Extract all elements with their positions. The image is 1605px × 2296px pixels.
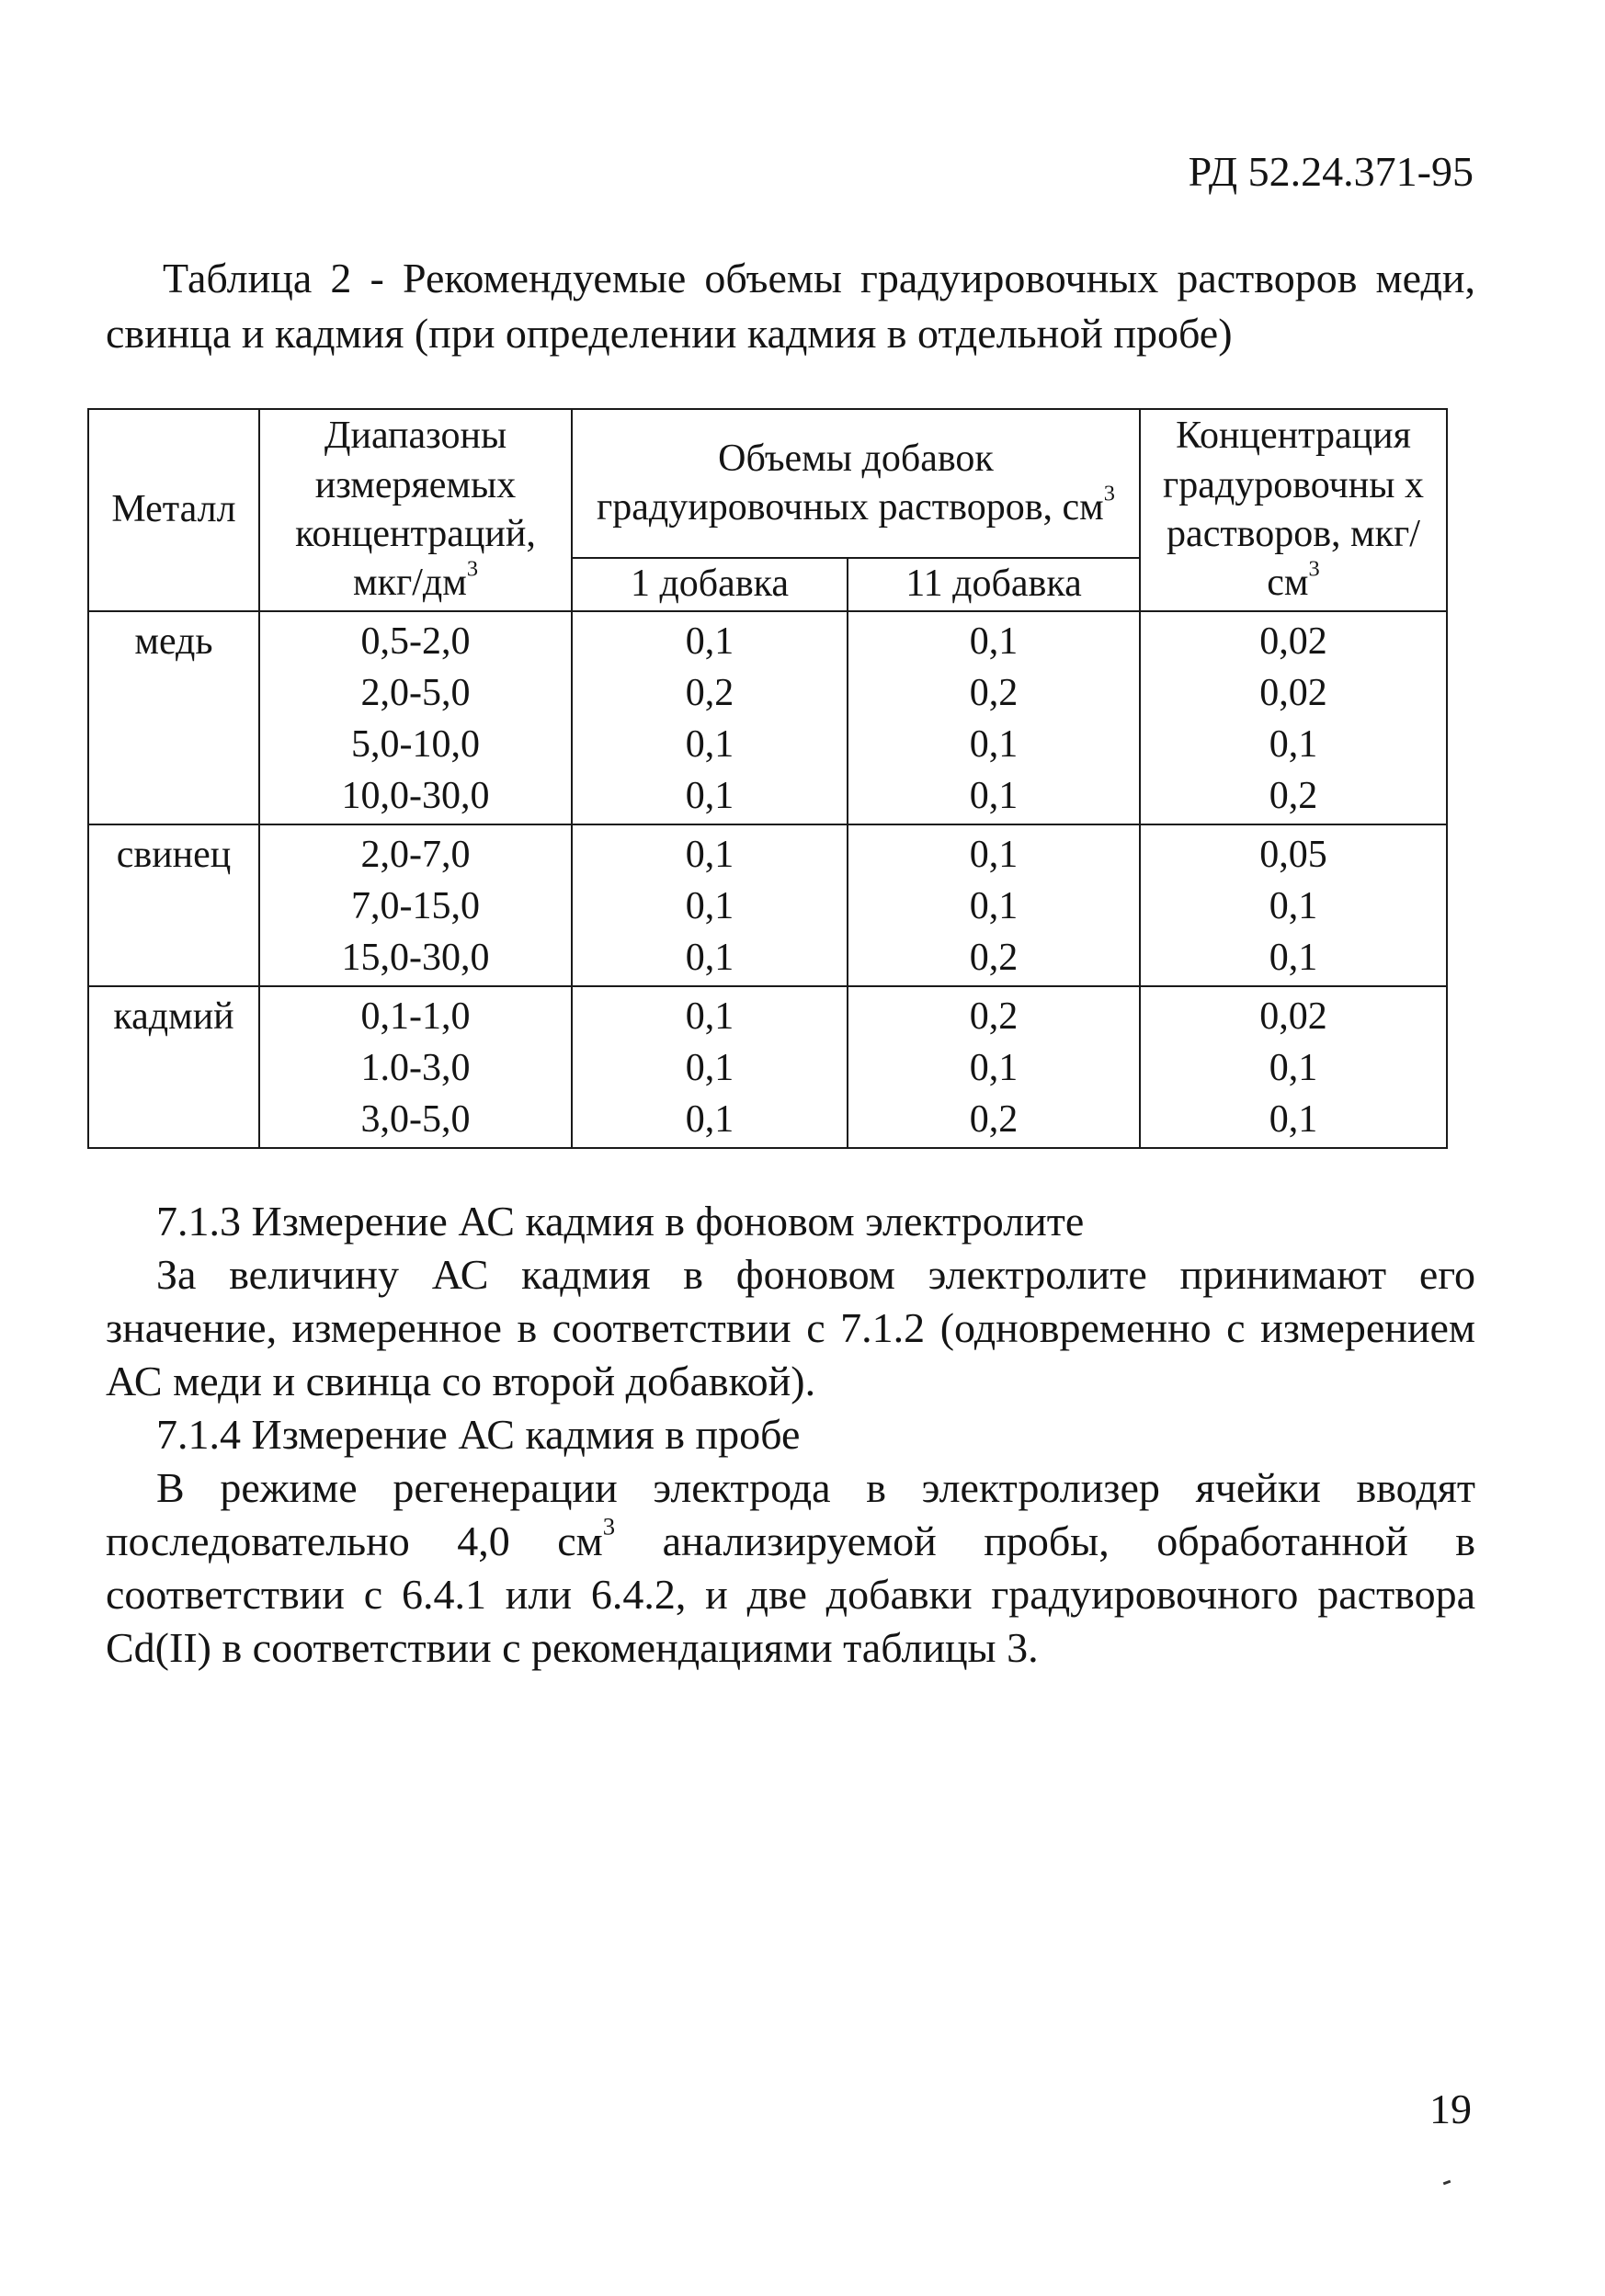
addition-2-value: 0,2 [969, 937, 1019, 979]
concentration-value: 0,02 [1259, 620, 1327, 663]
addition-2-cell [848, 824, 1140, 986]
calibration-volumes-table [87, 408, 1448, 1149]
addition-1-value: 0,1 [685, 620, 734, 663]
header-concentration-range-sup: 3 [466, 556, 478, 582]
table-caption-text: Таблица 2 - Рекомендуемые объемы градуировочных растворов меди, свинца и кадмия (при определении кадмия в отдельной пробе) [106, 255, 1475, 357]
range-value: 5,0-10,0 [351, 723, 480, 766]
addition-1-value: 0,1 [685, 775, 734, 817]
addition-1-value: 0,1 [685, 834, 734, 876]
addition-2-value: 0,1 [969, 620, 1019, 663]
concentration-cell [1140, 611, 1447, 824]
concentration-value: 0,1 [1269, 1047, 1318, 1089]
range-value: 10,0-30,0 [341, 775, 490, 817]
addition-1-value: 0,1 [685, 1047, 734, 1089]
section-body [106, 1195, 1475, 1675]
range-cell [259, 824, 572, 986]
addition-1-cell [572, 824, 848, 986]
addition-2-value: 0,1 [969, 1047, 1019, 1089]
paragraph-text-end: анализируемой пробы, обработанной в соответствии с 6.4.1 или 6.4.2, и две добавки градуировочного раствора Cd(II) в соответствии с рекомендациями таблицы 3. [106, 1517, 1475, 1671]
paragraph-superscript: 3 [602, 1512, 616, 1540]
header-concentration-range [259, 409, 572, 611]
header-metal: Металл [88, 409, 259, 611]
table-caption [106, 251, 1475, 361]
table-row-lead [88, 824, 1447, 986]
metal-cell [88, 611, 259, 824]
addition-2-value: 0,1 [969, 775, 1019, 817]
concentration-value: 0,02 [1259, 995, 1327, 1038]
metal-name: свинец [116, 834, 232, 876]
range-value: 0,1-1,0 [360, 995, 471, 1038]
concentration-value: 0,05 [1259, 834, 1327, 876]
concentration-value: 0,2 [1269, 775, 1318, 817]
document-code-header: РД 52.24.371-95 [1188, 148, 1474, 195]
addition-1-value: 0,1 [685, 885, 734, 927]
range-cell [259, 986, 572, 1148]
metal-name: медь [134, 620, 213, 663]
section-heading-7-1-3: 7.1.3 Измерение АС кадмия в фоновом электролите [156, 1198, 1085, 1245]
range-value: 0,5-2,0 [360, 620, 471, 663]
header-addition-2: 11 добавка [848, 558, 1140, 611]
addition-2-value: 0,2 [969, 672, 1019, 714]
metal-cell [88, 824, 259, 986]
addition-2-value: 0,1 [969, 723, 1019, 766]
concentration-cell [1140, 986, 1447, 1148]
table-row-copper [88, 611, 1447, 824]
concentration-value: 0,1 [1269, 723, 1318, 766]
addition-2-cell [848, 986, 1140, 1148]
addition-2-cell [848, 611, 1140, 824]
range-value: 2,0-7,0 [360, 834, 471, 876]
range-value: 2,0-5,0 [360, 672, 471, 714]
metal-name: кадмий [113, 995, 234, 1038]
addition-1-cell [572, 986, 848, 1148]
concentration-cell [1140, 824, 1447, 986]
page-number: 19 [1429, 2086, 1472, 2132]
range-cell [259, 611, 572, 824]
addition-1-value: 0,2 [685, 672, 734, 714]
range-value: 7,0-15,0 [351, 885, 480, 927]
header-concentration-range-text: Диапазоны измеряемых концентраций, мкг/дм [295, 415, 536, 605]
range-value: 3,0-5,0 [360, 1098, 471, 1141]
addition-2-value: 0,2 [969, 1098, 1019, 1141]
header-addition-1: 1 добавка [572, 558, 848, 611]
addition-1-value: 0,1 [685, 937, 734, 979]
range-value: 1.0-3,0 [360, 1047, 471, 1089]
section-paragraph-7-1-4 [106, 1461, 1475, 1675]
paragraph-text-start: В режиме регенерации электрода в электролизер ячейки вводят последовательно 4,0 см [106, 1464, 1475, 1564]
concentration-value: 0,02 [1259, 672, 1327, 714]
header-solution-concentration-sup: 3 [1308, 556, 1320, 582]
addition-2-value: 0,1 [969, 885, 1019, 927]
addition-1-value: 0,1 [685, 995, 734, 1038]
header-solution-concentration-text: Концентрация градуровочны х растворов, мкг/см [1162, 415, 1424, 605]
concentration-value: 0,1 [1269, 1098, 1318, 1141]
section-paragraph-7-1-3: За величину АС кадмия в фоновом электролите принимают его значение, измеренное в соответствии с 7.1.2 (одновременно с измерением АС меди и свинца со второй добавкой). [106, 1251, 1475, 1404]
addition-2-value: 0,1 [969, 834, 1019, 876]
header-addition-volumes-sup: 3 [1103, 481, 1115, 506]
range-value: 15,0-30,0 [341, 937, 490, 979]
addition-1-cell [572, 611, 848, 824]
addition-1-value: 0,1 [685, 723, 734, 766]
header-solution-concentration [1140, 409, 1447, 611]
addition-1-value: 0,1 [685, 1098, 734, 1141]
table-row-cadmium [88, 986, 1447, 1148]
header-addition-volumes-text: Объемы добавок градуировочных растворов, см [597, 437, 1104, 529]
header-addition-volumes [572, 409, 1140, 558]
metal-cell [88, 986, 259, 1148]
addition-2-value: 0,2 [969, 995, 1019, 1038]
concentration-value: 0,1 [1269, 937, 1318, 979]
scan-artifact-mark [1443, 2180, 1451, 2186]
section-heading-7-1-4: 7.1.4 Измерение АС кадмия в пробе [156, 1411, 801, 1458]
concentration-value: 0,1 [1269, 885, 1318, 927]
